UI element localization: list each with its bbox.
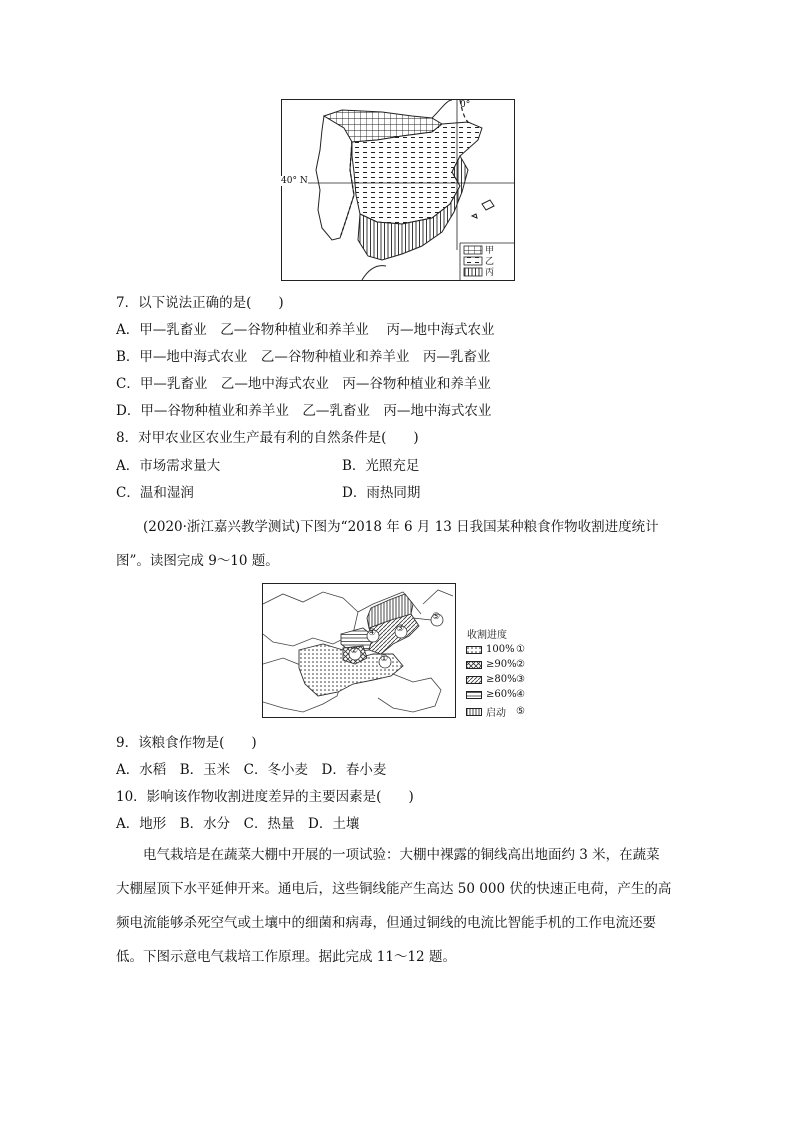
harvest-legend-label-1: 100% (486, 644, 515, 655)
legend-swatch-yi (464, 257, 482, 265)
q8-stem: 8．对甲农业区农业生产最有利的自然条件是( ) (116, 430, 419, 446)
harvest-legend-label-5: 启动 (486, 708, 506, 719)
q7-option-a: A．甲—乳畜业 乙—谷物种植业和养羊业 丙—地中海式农业 (116, 322, 495, 338)
harvest-legend-row-4 (466, 689, 525, 700)
harvest-legend-num-5: ⑤ (516, 706, 525, 717)
harvest-legend-num-2: ② (516, 659, 525, 670)
harvest-legend-label-3: ≥80% (486, 674, 517, 685)
legend-label-jia: 甲 (485, 246, 495, 256)
iberia-map (281, 99, 515, 281)
intro2-line2: 大棚屋顶下水平延伸开来。通电后，这些铜线能产生高达 50 000 伏的快速正电荷，产生的高 (116, 881, 672, 897)
region-num-2: ② (350, 646, 359, 656)
region-num-5: ⑤ (432, 612, 441, 622)
harvest-map (262, 583, 456, 718)
intro2-line1: 电气栽培是在蔬菜大棚中开展的一项试验：大棚中裸露的铜线高出地面约 3 米，在蔬菜 (143, 847, 660, 863)
harvest-legend-label-4: ≥60% (486, 689, 517, 700)
intro2-line3: 频电流能够杀死空气或土壤中的细菌和病毒，但通过铜线的电流比智能手机的工作电流还要 (116, 915, 656, 931)
harvest-legend-num-3: ③ (516, 674, 525, 685)
intro1-line2: 图”。读图完成 9～10 题。 (116, 553, 279, 569)
harvest-legend-title: 收割进度 (467, 630, 507, 641)
region-num-3: ③ (396, 624, 405, 634)
q10-stem: 10．影响该作物收割进度差异的主要因素是( ) (116, 789, 414, 805)
legend-swatch-bing (464, 268, 482, 276)
q7-stem: 7．以下说法正确的是( ) (116, 295, 284, 311)
harvest-legend-num-4: ④ (516, 689, 525, 700)
legend-label-yi: 乙 (485, 257, 495, 267)
harvest-legend-row-3 (466, 674, 525, 685)
region-num-4: ④ (368, 628, 377, 638)
longitude-label: 0° (460, 100, 471, 110)
harvest-legend-row-5 (466, 704, 525, 719)
legend-label-bing: 丙 (485, 268, 495, 278)
legend-swatch-jia (464, 246, 482, 254)
q7-option-c: C．甲—乳畜业 乙—地中海式农业 丙—谷物种植业和养羊业 (116, 376, 491, 392)
q9-stem: 9．该粮食作物是( ) (116, 735, 257, 751)
q9-options: A．水稻 B．玉米 C．冬小麦 D．春小麦 (116, 762, 387, 778)
harvest-legend-num-1: ① (516, 644, 525, 655)
latitude-label: 40° N (281, 176, 308, 186)
q7-option-d: D．甲—谷物种植业和养羊业 乙—乳畜业 丙—地中海式农业 (116, 403, 492, 419)
harvest-legend-label-2: ≥90% (486, 659, 517, 670)
harvest-map-drawing (263, 584, 455, 717)
intro2-line4: 低。下图示意电气栽培工作原理。据此完成 11～12 题。 (116, 949, 456, 965)
q8-option-c: C．温和湿润 (116, 485, 194, 501)
q10-options: A．地形 B．水分 C．热量 D．土壤 (116, 816, 360, 832)
region-num-1: ① (380, 654, 389, 664)
q8-option-b: B．光照充足 (342, 458, 420, 474)
harvest-legend-row-2 (466, 659, 525, 670)
intro1-line1: (2020·浙江嘉兴教学测试)下图为“2018 年 6 月 13 日我国某种粮食作物收割进度统计 (143, 519, 659, 535)
q8-option-a: A．市场需求量大 (116, 458, 221, 474)
iberia-map-drawing (282, 100, 514, 280)
q8-option-d: D．雨热同期 (342, 485, 421, 501)
q7-option-b: B．甲—地中海式农业 乙—谷物种植业和养羊业 丙—乳畜业 (116, 349, 491, 365)
harvest-legend-row-1 (466, 644, 525, 655)
